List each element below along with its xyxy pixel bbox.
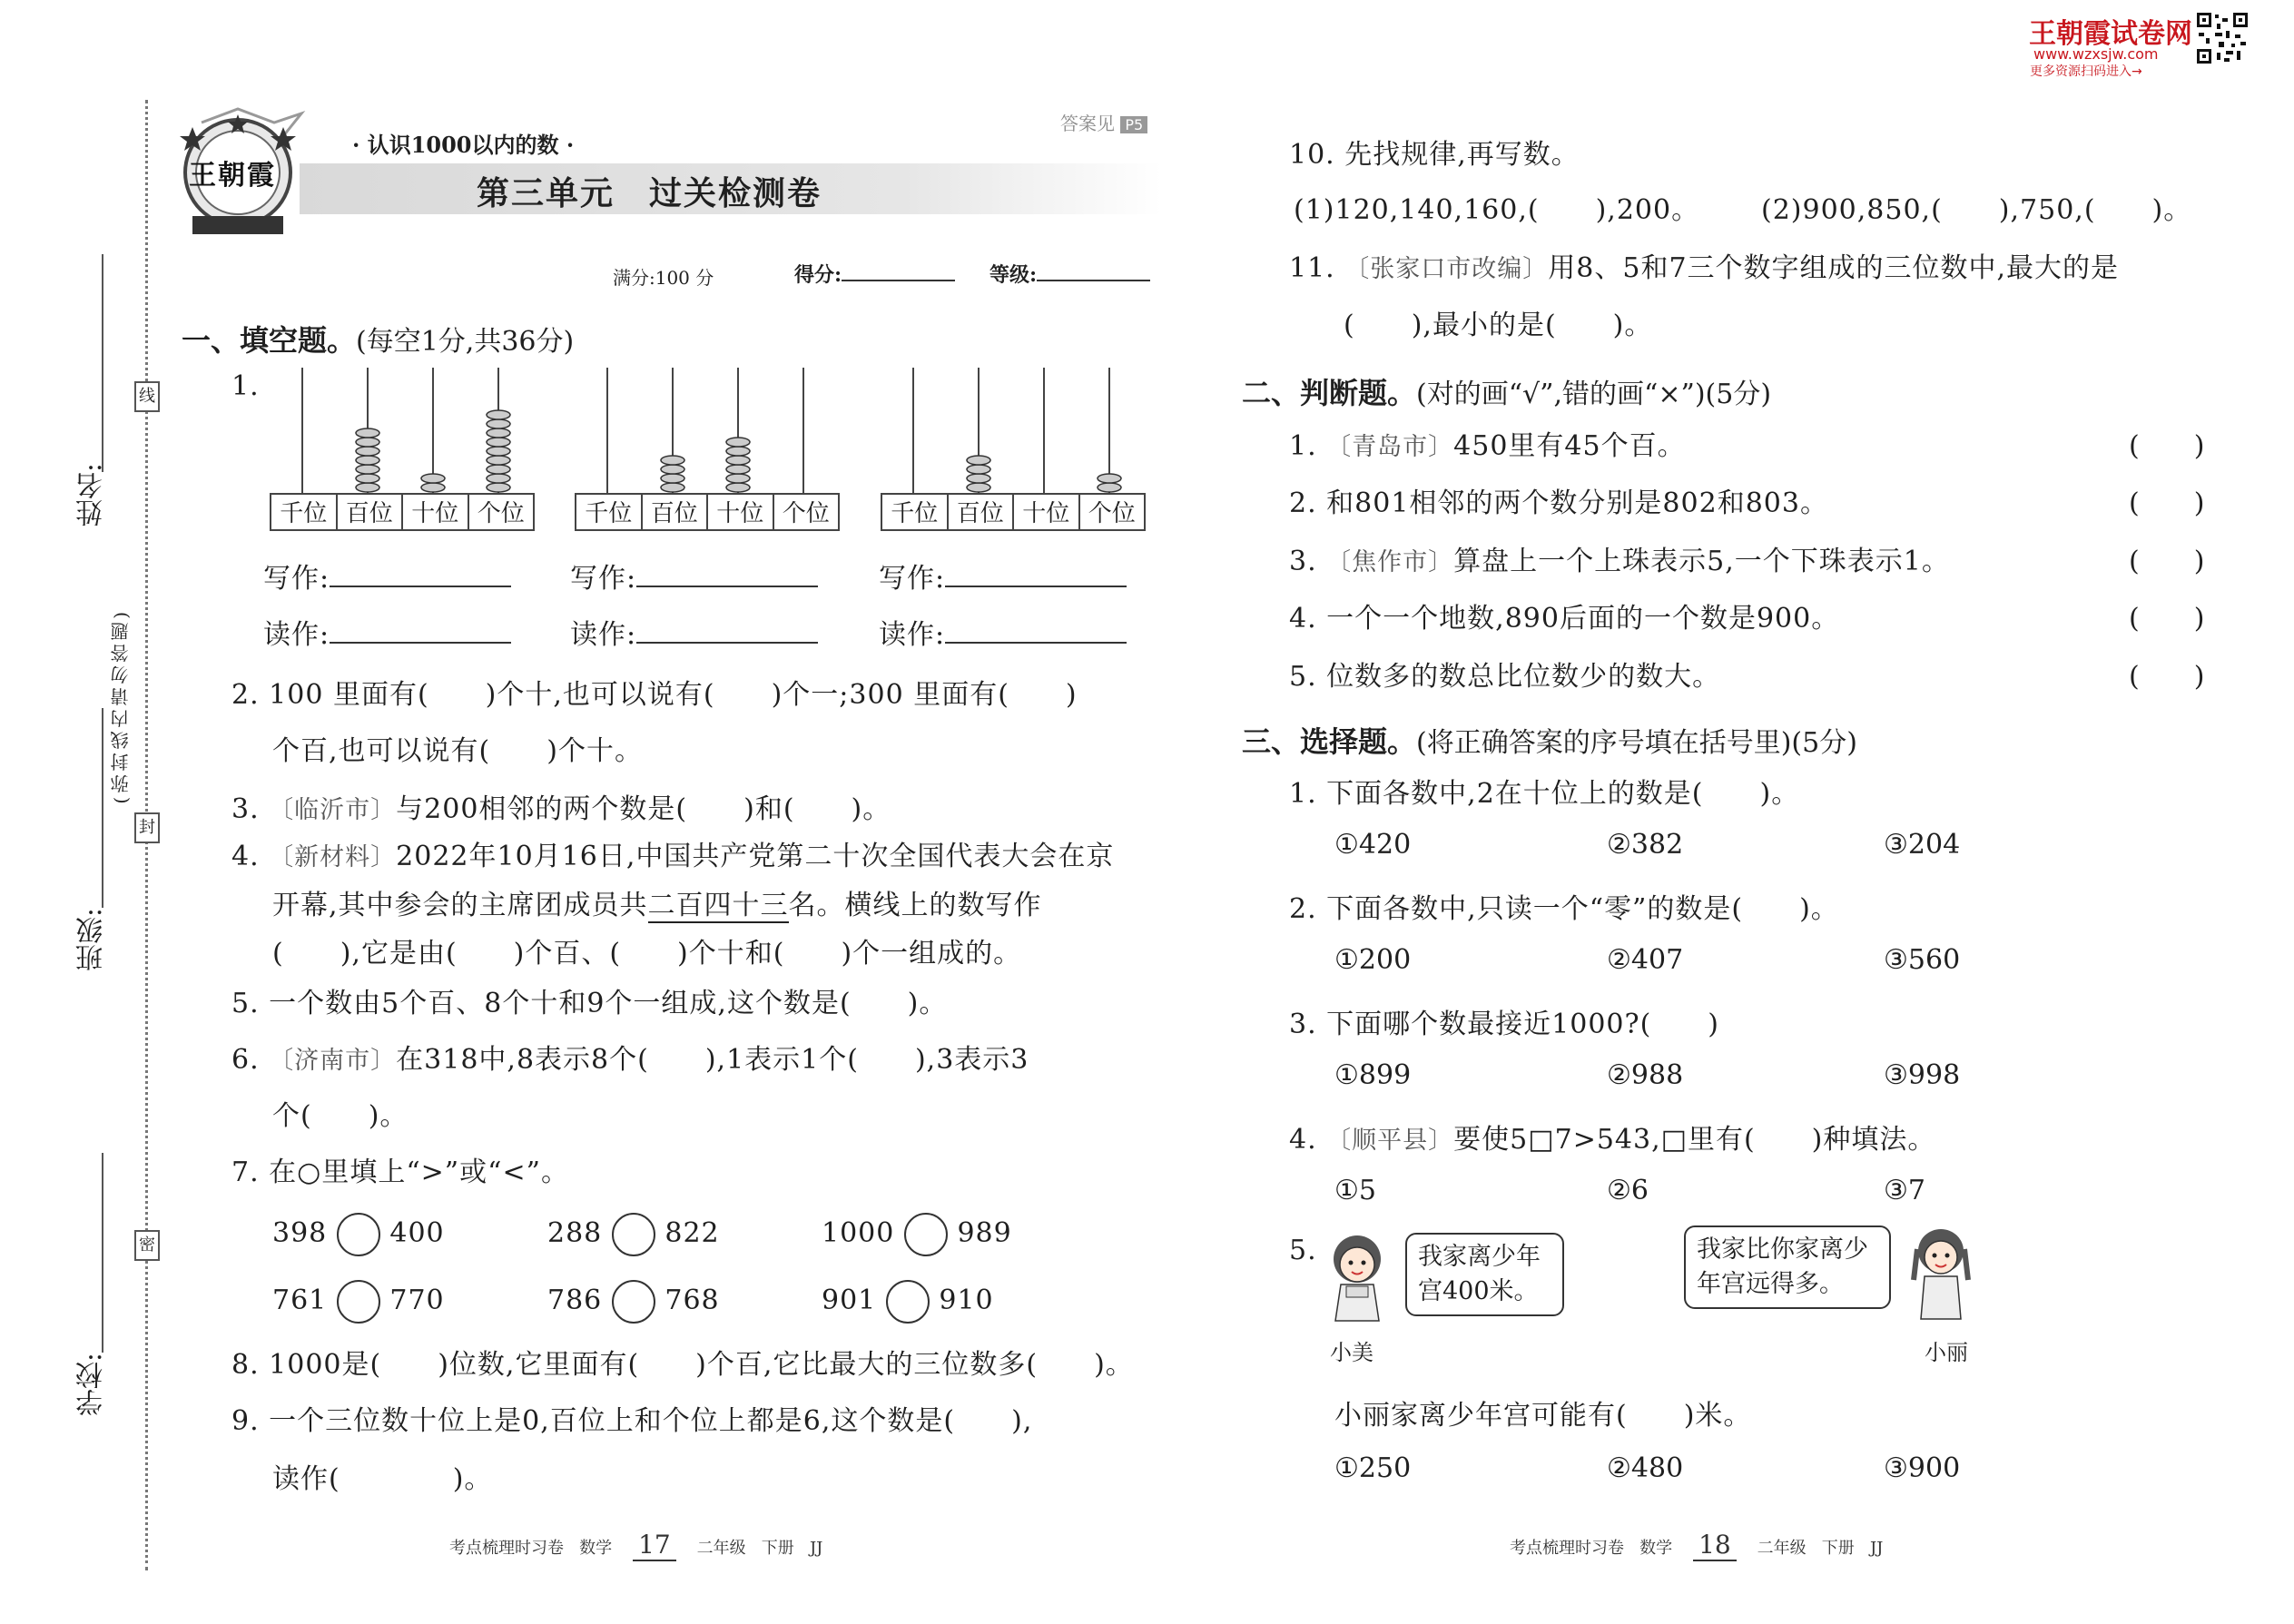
brand-url: www.wzxsjw.com: [2033, 45, 2159, 63]
choice-q1-option-b[interactable]: ②382: [1607, 829, 1684, 861]
place-tens: 十位: [708, 495, 774, 529]
speech-bubble-left: [1405, 1233, 1564, 1316]
judge-answer-3[interactable]: ( ): [2129, 546, 2205, 577]
choice-q1-option-c[interactable]: ③204: [1884, 829, 1961, 861]
judge-item-3: 3. 〔焦作市〕算盘上一个上珠表示5,一个下珠表示1。: [1289, 546, 1950, 577]
q6-line2: 个( )。: [272, 1100, 409, 1132]
section3-heading: 三、选择题。(将正确答案的序号填在括号里)(5分): [1242, 724, 1857, 759]
school-line: [102, 1153, 103, 1353]
compare-circle[interactable]: [612, 1280, 655, 1324]
judge-item-5: 5. 位数多的数总比位数少的数大。: [1289, 661, 1721, 693]
choice-q5-option-a[interactable]: ①250: [1334, 1452, 1412, 1484]
brand-tagline: 更多资源扫码进入→: [2030, 64, 2142, 79]
seal-mark-mi: 密: [134, 1230, 160, 1261]
compare-circle[interactable]: [337, 1213, 380, 1256]
answer-page-badge: P5: [1120, 116, 1147, 133]
choice-q2-option-c[interactable]: ③560: [1884, 944, 1961, 976]
q1-number: 1.: [231, 370, 260, 402]
q11-line2: ( ),最小的是( )。: [1344, 310, 1653, 341]
name-label: 姓名:: [76, 463, 108, 527]
bubble-left-line1: 我家离少年: [1418, 1243, 1541, 1271]
school-label: 学校:: [76, 1353, 108, 1417]
place-tens: 十位: [403, 495, 469, 529]
abacus-3-place-labels: [881, 493, 1146, 531]
q4-line1: 4. 〔新材料〕2022年10月16日,中国共产党第二十次全国代表大会在京: [231, 841, 1115, 872]
girl-xiaoli-illustration: [1905, 1224, 1977, 1328]
place-ones: 个位: [1088, 500, 1136, 527]
girl-xiaoli-name: 小丽: [1925, 1340, 1968, 1365]
abacus-1: [270, 368, 533, 531]
place-hundreds: 百位: [338, 495, 404, 529]
q7: 7. 在○里填上“>”或“<”。: [231, 1156, 569, 1188]
subtitle: · 认识1000以内的数 ·: [352, 132, 575, 158]
place-ones: 个位: [477, 500, 525, 527]
abacus-3: [881, 368, 1144, 531]
place-hundreds: 百位: [643, 495, 709, 529]
q10-part1: (1)120,140,160,( ),200。: [1294, 194, 1700, 226]
judge-answer-4[interactable]: ( ): [2129, 603, 2205, 635]
bubble-right-line1: 我家比你家离少: [1697, 1235, 1868, 1264]
choice-q5-text: 小丽家离少年宫可能有( )米。: [1334, 1400, 1752, 1432]
read-field-1[interactable]: 读作:: [263, 612, 511, 652]
score-label: 得分:: [794, 263, 842, 287]
abacus-2: [575, 368, 838, 531]
choice-q5-option-c[interactable]: ③900: [1884, 1452, 1961, 1484]
q10: 10. 先找规律,再写数。: [1289, 139, 1580, 171]
compare-circle[interactable]: [886, 1280, 930, 1324]
compare-4: 761 770: [272, 1280, 445, 1324]
bubble-left-line2: 宫400米。: [1418, 1277, 1539, 1305]
compare-circle[interactable]: [904, 1213, 948, 1256]
footer-left: 考点梳理时习卷 数学 17 二年级 下册 JJ: [449, 1530, 823, 1560]
choice-q2: 2. 下面各数中,只读一个“零”的数是( )。: [1289, 893, 1839, 925]
class-line: [102, 708, 103, 908]
judge-item-2: 2. 和801相邻的两个数分别是802和803。: [1289, 487, 1828, 519]
q5: 5. 一个数由5个百、8个十和9个一组成,这个数是( )。: [231, 988, 948, 1019]
place-tens: 十位: [1014, 495, 1080, 529]
write-field-3[interactable]: 写作:: [879, 556, 1127, 595]
class-label: 班级:: [76, 908, 108, 972]
q9-line2: 读作( )。: [272, 1463, 493, 1495]
section1-heading: 一、填空题。(每空1分,共36分): [182, 323, 575, 358]
choice-q4: 4. 〔顺平县〕要使5□7>543,□里有( )种填法。: [1289, 1124, 1936, 1156]
compare-circle[interactable]: [337, 1280, 380, 1324]
grade-label: 等级:: [989, 263, 1038, 287]
q10-part2: (2)900,850,( ),750,( )。: [1761, 194, 2192, 226]
speech-bubble-right: [1684, 1225, 1891, 1309]
choice-q3-option-a[interactable]: ①899: [1334, 1059, 1412, 1091]
q11-line1: 11. 〔张家口市改编〕用8、5和7三个数字组成的三位数中,最大的是: [1289, 252, 2120, 284]
page-number-right: 18: [1693, 1530, 1737, 1561]
abacus-1-place-labels: [270, 493, 535, 531]
q4-line3: ( ),它是由( )个百、( )个十和( )个一组成的。: [272, 938, 1022, 969]
choice-q4-option-a[interactable]: ①5: [1334, 1175, 1376, 1206]
compare-circle[interactable]: [612, 1213, 655, 1256]
section2-heading: 二、判断题。(对的画“√”,错的画“×”)(5分): [1242, 376, 1772, 410]
compare-3: 1000 989: [822, 1213, 1012, 1256]
choice-q3-option-c[interactable]: ③998: [1884, 1059, 1961, 1091]
q2-line2: 个百,也可以说有( )个十。: [272, 735, 643, 767]
judge-answer-5[interactable]: ( ): [2129, 661, 2205, 693]
compare-1: 398 400: [272, 1213, 445, 1256]
full-score: 满分:100 分: [613, 267, 714, 289]
girl-xiaomei-illustration: [1321, 1230, 1393, 1330]
place-thousands: 千位: [882, 495, 949, 529]
answer-ref-label: 答案见: [1060, 113, 1115, 134]
q6-line1: 6. 〔济南市〕在318中,8表示8个( ),1表示1个( ),3表示3: [231, 1044, 1029, 1076]
choice-q4-option-b[interactable]: ②6: [1607, 1175, 1649, 1206]
q4-underlined-number: 二百四十三: [647, 890, 789, 921]
grade-field[interactable]: [989, 260, 1150, 288]
q3: 3. 〔临沂市〕与200相邻的两个数是( )和( )。: [231, 793, 891, 825]
footer-right: 考点梳理时习卷 数学 18 二年级 下册 JJ: [1510, 1530, 1884, 1560]
q8: 8. 1000是( )位数,它里面有( )个百,它比最大的三位数多( )。: [231, 1349, 1134, 1381]
q2-line1: 2. 100 里面有( )个十,也可以说有( )个一;300 里面有( ): [231, 679, 1078, 711]
choice-q1-option-a[interactable]: ①420: [1334, 829, 1412, 861]
judge-answer-1[interactable]: ( ): [2129, 430, 2205, 462]
q9-line1: 9. 一个三位数十位上是0,百位上和个位上都是6,这个数是( ),: [231, 1405, 1033, 1437]
seal-mark-xian: 线: [134, 381, 160, 412]
read-field-3[interactable]: 读作:: [879, 612, 1127, 652]
qr-code-icon: [2195, 11, 2250, 65]
abacus-1-rods: [270, 368, 533, 495]
page-title: 第三单元 过关检测卷: [477, 174, 822, 212]
bubble-right-line2: 年宫远得多。: [1697, 1270, 1844, 1298]
write-field-1[interactable]: 写作:: [263, 556, 511, 595]
logo-text: 王朝霞: [189, 160, 276, 192]
place-thousands: 千位: [271, 495, 338, 529]
abacus-2-rods: [575, 368, 838, 495]
seal-mark-feng: 封: [134, 812, 160, 843]
place-hundreds: 百位: [949, 495, 1015, 529]
score-field[interactable]: [794, 260, 955, 288]
girl-xiaomei-name: 小美: [1330, 1340, 1373, 1365]
answer-ref: [1060, 109, 1147, 135]
judge-item-4: 4. 一个一个地数,890后面的一个数是900。: [1289, 603, 1840, 635]
abacus-3-rods: [881, 368, 1144, 495]
page-number-left: 17: [633, 1530, 676, 1561]
choice-q3: 3. 下面哪个数最接近1000?( ): [1289, 1009, 1719, 1040]
compare-6: 901 910: [822, 1280, 994, 1324]
brand-name: 王朝霞试卷网: [2029, 18, 2192, 50]
write-field-2[interactable]: 写作:: [570, 556, 818, 595]
choice-q4-option-c[interactable]: ③7: [1884, 1175, 1925, 1206]
compare-5: 786 768: [547, 1280, 720, 1324]
place-ones: 个位: [782, 500, 830, 527]
place-thousands: 千位: [576, 495, 643, 529]
choice-q2-option-b[interactable]: ②407: [1607, 944, 1684, 976]
name-line: [102, 254, 103, 472]
read-field-2[interactable]: 读作:: [570, 612, 818, 652]
abacus-2-place-labels: [575, 493, 840, 531]
q4-line2: 开幕,其中参会的主席团成员共二百四十三名。横线上的数写作: [272, 890, 1042, 921]
choice-q5-number: 5.: [1289, 1235, 1317, 1266]
judge-answer-2[interactable]: ( ): [2129, 487, 2205, 519]
choice-q2-option-a[interactable]: ①200: [1334, 944, 1412, 976]
choice-q1: 1. 下面各数中,2在十位上的数是( )。: [1289, 778, 1800, 810]
compare-2: 288 822: [547, 1213, 720, 1256]
seal-note: (弥封线内请勿答题): [110, 608, 132, 804]
choice-q5-option-b[interactable]: ②480: [1607, 1452, 1684, 1484]
judge-item-1: 1. 〔青岛市〕450里有45个百。: [1289, 430, 1686, 462]
choice-q3-option-b[interactable]: ②988: [1607, 1059, 1684, 1091]
